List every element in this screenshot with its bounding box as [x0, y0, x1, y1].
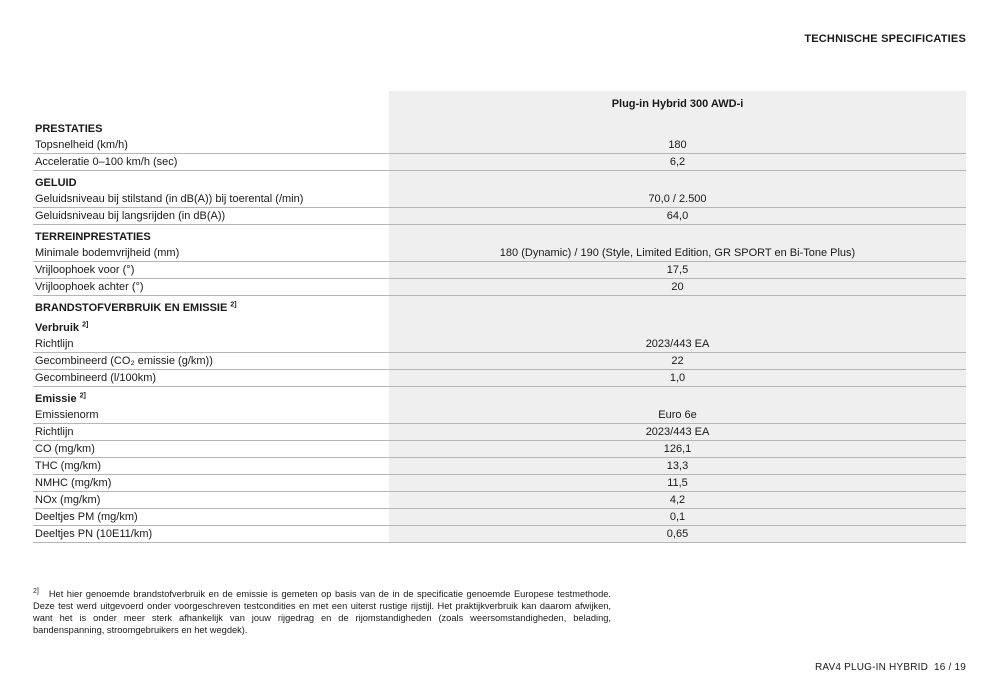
table-row: [33, 336, 966, 353]
table-row: [33, 509, 966, 526]
table-row: [33, 370, 966, 387]
label-text: Minimale bodemvrijheid (mm): [35, 247, 180, 259]
label-text: Emissienorm: [35, 409, 99, 421]
section-title: [33, 117, 389, 137]
table-row: [33, 137, 966, 154]
empty-value-cell: [389, 171, 966, 192]
section-row: [33, 117, 966, 137]
row-value: 22: [389, 353, 966, 370]
row-value: 2023/443 EA: [389, 424, 966, 441]
label-text: TERREINPRESTATIES: [35, 231, 151, 243]
footnote-ref: 2]: [79, 392, 86, 400]
section-title: [33, 296, 389, 317]
label-text: Vrijloophoek achter (°): [35, 281, 144, 293]
row-value: 17,5: [389, 262, 966, 279]
table-row: [33, 208, 966, 225]
row-value: 6,2: [389, 154, 966, 171]
row-value: 180: [389, 137, 966, 154]
label-text: Geluidsniveau bij langsrijden (in dB(A)): [35, 210, 226, 222]
row-label: [33, 458, 389, 475]
label-text: Vrijloophoek voor (°): [35, 264, 135, 276]
header-empty-cell: [33, 91, 389, 117]
row-label: [33, 526, 389, 543]
table-row: [33, 424, 966, 441]
page-footer: [815, 662, 966, 673]
label-text: THC (mg/km): [35, 460, 101, 472]
row-label: [33, 137, 389, 154]
empty-value-cell: [389, 225, 966, 246]
row-value: 2023/443 EA: [389, 336, 966, 353]
section-title: [33, 171, 389, 192]
label-text: Topsnelheid (km/h): [35, 139, 128, 151]
table-row: [33, 492, 966, 509]
spec-table: [33, 91, 966, 543]
table-row: [33, 245, 966, 262]
section-row: [33, 296, 966, 317]
row-value: 64,0: [389, 208, 966, 225]
page-number: 16 / 19: [934, 662, 966, 673]
row-value: 13,3: [389, 458, 966, 475]
table-row: [33, 279, 966, 296]
section-row: [33, 225, 966, 246]
row-value: 70,0 / 2.500: [389, 191, 966, 208]
empty-value-cell: [389, 117, 966, 137]
row-value: 20: [389, 279, 966, 296]
subsection-row: [33, 316, 966, 336]
label-text: Deeltjes PM (mg/km): [35, 511, 138, 523]
row-value: 11,5: [389, 475, 966, 492]
label-text: Richtlijn: [35, 338, 74, 350]
footnote-ref: 2]: [82, 321, 89, 329]
row-label: [33, 208, 389, 225]
row-value: 126,1: [389, 441, 966, 458]
label-text: PRESTATIES: [35, 123, 103, 135]
label-text: CO (mg/km): [35, 443, 95, 455]
footnote-ref: 2]: [230, 301, 237, 309]
table-row: [33, 441, 966, 458]
subsection-title: [33, 316, 389, 336]
table-row: [33, 191, 966, 208]
subsection-row: [33, 387, 966, 408]
table-row: [33, 475, 966, 492]
label-text: GELUID: [35, 177, 77, 189]
row-label: [33, 262, 389, 279]
footnote: [33, 588, 611, 636]
label-text: Gecombineerd (CO₂ emissie (g/km)): [35, 355, 213, 367]
label-text: NMHC (mg/km): [35, 477, 112, 489]
row-value: 180 (Dynamic) / 190 (Style, Limited Edition, GR SPORT en Bi-Tone Plus): [389, 245, 966, 262]
label-text: Gecombineerd (l/100km): [35, 372, 157, 384]
empty-value-cell: [389, 387, 966, 408]
subsection-title: [33, 387, 389, 408]
section-row: [33, 171, 966, 192]
table-row: [33, 458, 966, 475]
row-value: 0,65: [389, 526, 966, 543]
row-value: 0,1: [389, 509, 966, 526]
page-title: TECHNISCHE SPECIFICATIES: [804, 33, 966, 45]
row-label: [33, 191, 389, 208]
empty-value-cell: [389, 316, 966, 336]
row-label: [33, 475, 389, 492]
footnote-text: Het hier genoemde brandstofverbruik en de emissie is gemeten op basis van de in de specificatie genoemde Europese testmethode. Deze test werd uitgevoerd onder voorgeschreven testcondities en met een uiterst rustige rijstijl. Het praktijkverbruik kan daarom afwijken, want het is onder meer sterk afhankelijk van jouw rijgedrag en de rijomstandigheden (zoals weersomstandigheden, belading, bandenspanning, stroomgebruikers en het wegdek).: [33, 589, 611, 635]
footnote-mark: 2]: [33, 587, 39, 595]
empty-value-cell: [389, 296, 966, 317]
label-text: Deeltjes PN (10E11/km): [35, 528, 153, 540]
model-name: Plug-in Hybrid 300 AWD-i: [389, 91, 966, 117]
row-label: [33, 509, 389, 526]
label-text: Richtlijn: [35, 426, 74, 438]
footer-model: RAV4 PLUG-IN HYBRID: [814, 662, 929, 673]
row-label: [33, 407, 389, 424]
table-row: [33, 353, 966, 370]
row-label: [33, 279, 389, 296]
table-row: [33, 407, 966, 424]
label-text: Emissie: [35, 393, 77, 405]
row-value: Euro 6e: [389, 407, 966, 424]
label-text: BRANDSTOFVERBRUIK EN EMISSIE: [35, 302, 228, 314]
table-header-row: [33, 91, 966, 117]
row-label: [33, 336, 389, 353]
table-row: [33, 262, 966, 279]
label-text: Verbruik: [35, 322, 80, 334]
row-label: [33, 424, 389, 441]
section-title: [33, 225, 389, 246]
row-label: [33, 441, 389, 458]
table-row: [33, 526, 966, 543]
label-text: Acceleratie 0–100 km/h (sec): [35, 156, 178, 168]
row-value: 1,0: [389, 370, 966, 387]
row-label: [33, 154, 389, 171]
row-label: [33, 370, 389, 387]
row-value: 4,2: [389, 492, 966, 509]
row-label: [33, 492, 389, 509]
label-text: Geluidsniveau bij stilstand (in dB(A)) bij toerental (/min): [35, 193, 304, 205]
row-label: [33, 245, 389, 262]
table-row: [33, 154, 966, 171]
row-label: [33, 353, 389, 370]
label-text: NOx (mg/km): [35, 494, 101, 506]
